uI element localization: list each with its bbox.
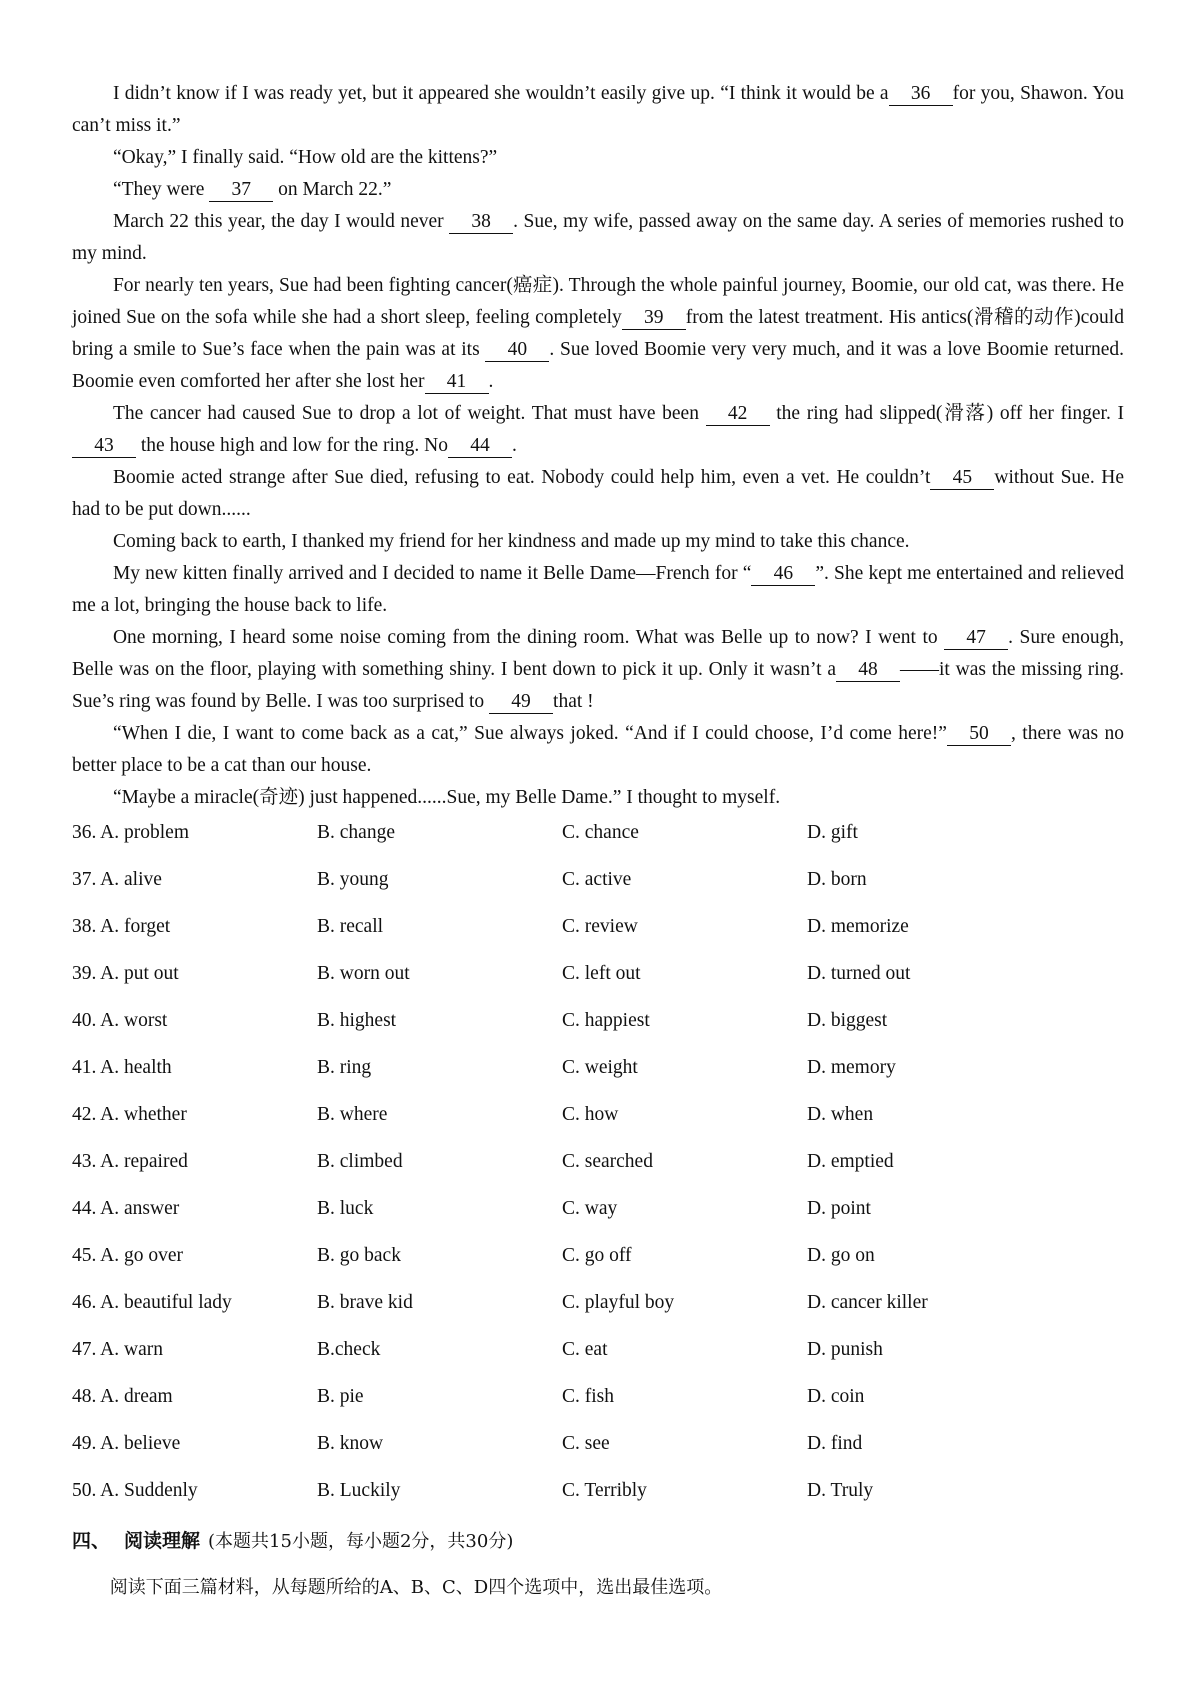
option-c: C. review (562, 916, 638, 937)
blank-49: 49 (489, 691, 553, 714)
option-a: 48. A. dream (72, 1386, 173, 1407)
passage-paragraph: Coming back to earth, I thanked my friend for her kindness and made up my mind to take this chance. (112, 531, 910, 552)
option-c: C. happiest (562, 1010, 650, 1031)
option-d: D. biggest (807, 1010, 888, 1031)
option-row (72, 1382, 1124, 1429)
passage-paragraph: Boomie acted strange after Sue died, refusing to eat. Nobody could help him, even a vet. He couldn’t 45 without Sue. He had to be put down...... (72, 467, 1124, 520)
option-c: C. weight (562, 1057, 638, 1078)
option-d: D. punish (807, 1339, 883, 1360)
section-heading (72, 1525, 1124, 1558)
option-c: C. left out (562, 963, 641, 984)
option-c: C. chance (562, 822, 639, 843)
option-c: C. fish (562, 1386, 615, 1407)
option-row (72, 959, 1124, 1006)
option-row (72, 865, 1124, 912)
option-row (72, 1241, 1124, 1288)
option-c: C. searched (562, 1151, 653, 1172)
option-row (72, 1476, 1124, 1523)
cloze-passage (72, 78, 1124, 814)
option-b: B. climbed (317, 1151, 403, 1172)
section-note: (本题共15小题，每小题2分，共30分) (208, 1531, 514, 1552)
option-a: 36. A. problem (72, 822, 189, 843)
passage-paragraph: March 22 this year, the day I would never 38 . Sue, my wife, passed away on the same day. A series of memories rushed to my mind. (72, 211, 1124, 264)
option-row (72, 818, 1124, 865)
passage-paragraph: I didn’t know if I was ready yet, but it appeared she wouldn’t easily give up. “I think it would be a 36 for you, Shawon. You can’t miss it.” (72, 83, 1124, 136)
option-row (72, 1194, 1124, 1241)
option-d: D. born (807, 869, 867, 890)
option-row (72, 1006, 1124, 1053)
option-a: 45. A. go over (72, 1245, 184, 1266)
blank-48: 48 (836, 659, 900, 682)
blank-44: 44 (448, 435, 512, 458)
section-instruction: 阅读下面三篇材料，从每题所给的A、B、C、D四个选项中，选出最佳选项。 (109, 1577, 723, 1598)
option-d: D. turned out (807, 963, 911, 984)
option-d: D. cancer killer (807, 1292, 928, 1313)
option-row (72, 1100, 1124, 1147)
blank-41: 41 (425, 371, 489, 394)
option-row (72, 1335, 1124, 1382)
option-b: B. where (317, 1104, 388, 1125)
passage-paragraph: One morning, I heard some noise coming from the dining room. What was Belle up to now? I went to 47 . Sure enough, Belle was on the floor, playing with something shiny. I bent down to pick it up. Only it wasn’t a 48 ——it was the missing ring. Sue’s ring was found by Belle. I was too surprised to 49 that ! (72, 627, 1125, 712)
option-c: C. active (562, 869, 632, 890)
option-b: B.check (317, 1339, 381, 1360)
option-d: D. point (807, 1198, 871, 1219)
blank-36: 36 (889, 83, 953, 106)
option-b: B. worn out (317, 963, 410, 984)
option-b: B. recall (317, 916, 384, 937)
option-d: D. memory (807, 1057, 896, 1078)
option-b: B. pie (317, 1386, 364, 1407)
option-b: B. young (317, 869, 389, 890)
blank-45: 45 (930, 467, 994, 490)
passage-paragraph: “Okay,” I finally said. “How old are the kittens?” (112, 147, 498, 168)
option-d: D. go on (807, 1245, 875, 1266)
option-a: 46. A. beautiful lady (72, 1292, 232, 1313)
option-row (72, 1429, 1124, 1476)
option-d: D. find (807, 1433, 863, 1454)
answer-options (72, 818, 1124, 1523)
option-a: 39. A. put out (72, 963, 179, 984)
option-a: 42. A. whether (72, 1104, 187, 1125)
option-b: B. change (317, 822, 395, 843)
option-c: C. way (562, 1198, 618, 1219)
blank-50: 50 (947, 723, 1011, 746)
section-number: 四、 (72, 1530, 111, 1552)
option-b: B. brave kid (317, 1292, 413, 1313)
option-row (72, 912, 1124, 959)
passage-paragraph: “They were 37 on March 22.” (112, 179, 392, 200)
blank-38: 38 (449, 211, 513, 234)
blank-47: 47 (944, 627, 1008, 650)
option-b: B. luck (317, 1198, 374, 1219)
option-b: B. ring (317, 1057, 372, 1078)
option-row (72, 1147, 1124, 1194)
option-a: 44. A. answer (72, 1198, 180, 1219)
option-a: 37. A. alive (72, 869, 162, 890)
blank-43: 43 (72, 435, 136, 458)
option-b: B. highest (317, 1010, 397, 1031)
section-title: 阅读理解 (124, 1530, 201, 1552)
option-a: 50. A. Suddenly (72, 1480, 198, 1501)
option-a: 40. A. worst (72, 1010, 168, 1031)
option-d: D. coin (807, 1386, 865, 1407)
blank-39: 39 (622, 307, 686, 330)
option-b: B. go back (317, 1245, 401, 1266)
option-a: 43. A. repaired (72, 1151, 188, 1172)
option-c: C. how (562, 1104, 619, 1125)
option-row (72, 1053, 1124, 1100)
option-d: D. emptied (807, 1151, 894, 1172)
option-c: C. playful boy (562, 1292, 675, 1313)
option-a: 38. A. forget (72, 916, 171, 937)
option-d: D. gift (807, 822, 858, 843)
option-b: B. Luckily (317, 1480, 401, 1501)
exam-page (72, 78, 1124, 1604)
option-d: D. when (807, 1104, 874, 1125)
blank-46: 46 (751, 563, 815, 586)
option-a: 41. A. health (72, 1057, 172, 1078)
blank-42: 42 (706, 403, 770, 426)
passage-paragraph: “When I die, I want to come back as a cat,” Sue always joked. “And if I could choose, I’d come here!” 50 , there was no better place to be a cat than our house. (72, 723, 1124, 776)
passage-paragraph: “Maybe a miracle(奇迹) just happened......Sue, my Belle Dame.” I thought to myself. (112, 787, 781, 808)
option-d: D. Truly (807, 1480, 874, 1501)
passage-paragraph: For nearly ten years, Sue had been fighting cancer(癌症). Through the whole painful journey, Boomie, our old cat, was there. He joined Sue on the sofa while she had a short sleep, feeling completely 39 from the latest treatment. His antics(滑稽的动作)could bring a smile to Sue’s face when the pain was at its 40 . Sue loved Boomie very very much, and it was a love Boomie returned. Boomie even comforted her after she lost her 41 . (72, 275, 1125, 392)
option-row (72, 1288, 1124, 1335)
option-a: 47. A. warn (72, 1339, 163, 1360)
option-c: C. see (562, 1433, 610, 1454)
option-c: C. eat (562, 1339, 608, 1360)
passage-paragraph: My new kitten finally arrived and I decided to name it Belle Dame—French for “ 46 ”. She kept me entertained and relieved me a lot, bringing the house back to life. (72, 563, 1124, 616)
blank-37: 37 (209, 179, 273, 202)
blank-40: 40 (485, 339, 549, 362)
option-b: B. know (317, 1433, 384, 1454)
option-c: C. Terribly (562, 1480, 647, 1501)
option-a: 49. A. believe (72, 1433, 181, 1454)
passage-paragraph: The cancer had caused Sue to drop a lot of weight. That must have been 42 the ring had slipped(滑落) off her finger. I 43 the house high and low for the ring. No 44 . (72, 398, 1124, 462)
option-c: C. go off (562, 1245, 632, 1266)
option-d: D. memorize (807, 916, 909, 937)
